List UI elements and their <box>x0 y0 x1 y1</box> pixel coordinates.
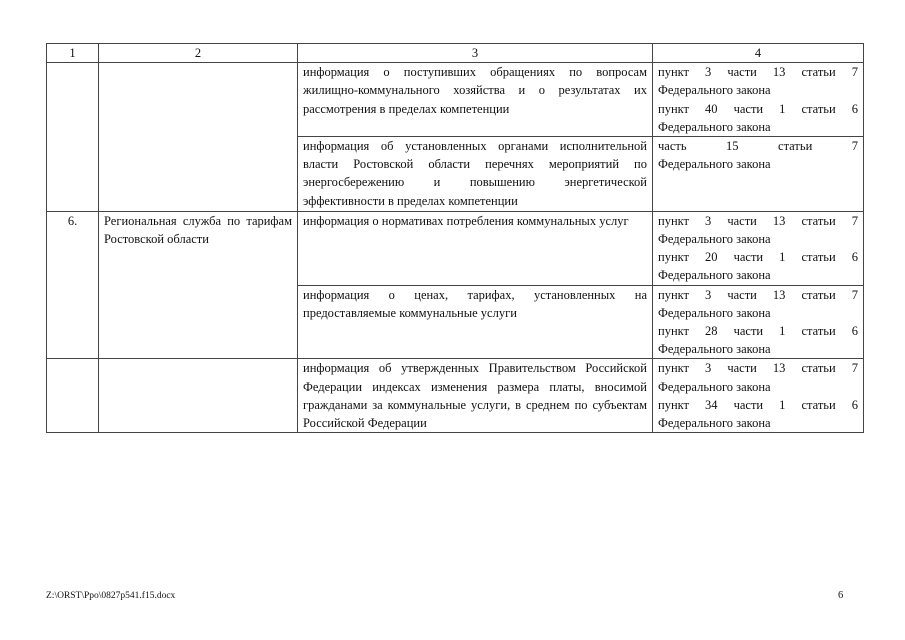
reference-cell <box>653 211 864 285</box>
authority-cell <box>99 63 298 212</box>
col-header-3: 3 <box>298 44 653 63</box>
reference-line: Федерального закона <box>658 416 771 431</box>
table-row <box>47 211 864 285</box>
info-cell: информация о ценах, тарифах, установленных на предоставляемые коммунальные услуги <box>298 285 653 359</box>
footer-file-path: Z:\ORST\Ppo\0827p541.f15.docx <box>46 591 176 601</box>
info-cell: информация о нормативах потребления коммунальных услуг <box>298 211 653 285</box>
info-cell: информация об установленных органами исполнительной власти Ростовской области перечнях мероприятий по энергосбережению и повышению энергетической эффективности в пределах компетенции <box>298 137 653 212</box>
data-table <box>46 43 864 433</box>
reference-cell <box>653 285 864 359</box>
info-cell: информация о поступивших обращениях по вопросам жилищно-коммунального хозяйства и о результатах их рассмотрения в пределах компетенции <box>298 63 653 137</box>
reference-line: Федерального закона <box>658 305 771 320</box>
reference-line: Федерального закона <box>658 157 771 172</box>
reference-line: пункт 20 части 1 статьи 6 <box>658 250 858 265</box>
authority-cell <box>99 359 298 433</box>
reference-line: Федерального закона <box>658 379 771 394</box>
authority-cell: Региональная служба по тарифам Ростовской области <box>99 211 298 359</box>
reference-cell <box>653 137 864 212</box>
reference-line: пункт 3 части 13 статьи 7 <box>658 65 858 80</box>
reference-line: часть 15 статьи 7 <box>658 139 858 154</box>
reference-line: пункт 40 части 1 статьи 6 <box>658 101 858 116</box>
reference-line: пункт 3 части 13 статьи 7 <box>658 361 858 376</box>
row-number: 6. <box>47 211 99 359</box>
header-row <box>47 44 864 63</box>
reference-line: пункт 34 части 1 статьи 6 <box>658 397 858 412</box>
page-number: 6 <box>838 590 844 601</box>
reference-line: Федерального закона <box>658 83 771 98</box>
reference-cell <box>653 63 864 137</box>
col-header-1: 1 <box>47 44 99 63</box>
reference-line: Федерального закона <box>658 119 771 134</box>
reference-line: Федерального закона <box>658 268 771 283</box>
reference-cell <box>653 359 864 433</box>
table-row <box>47 63 864 137</box>
col-header-2: 2 <box>99 44 298 63</box>
info-cell: информация об утвержденных Правительством Российской Федерации индексах изменения размера платы, вносимой гражданами за коммунальные услуги, в среднем по субъектам Российской Федерации <box>298 359 653 433</box>
table-row <box>47 359 864 433</box>
reference-line: Федерального закона <box>658 232 771 247</box>
reference-line: пункт 28 части 1 статьи 6 <box>658 324 858 339</box>
col-header-4: 4 <box>653 44 864 63</box>
row-number <box>47 359 99 433</box>
reference-line: Федерального закона <box>658 342 771 357</box>
row-number <box>47 63 99 212</box>
reference-line: пункт 3 части 13 статьи 7 <box>658 213 858 228</box>
reference-line: пункт 3 части 13 статьи 7 <box>658 287 858 302</box>
